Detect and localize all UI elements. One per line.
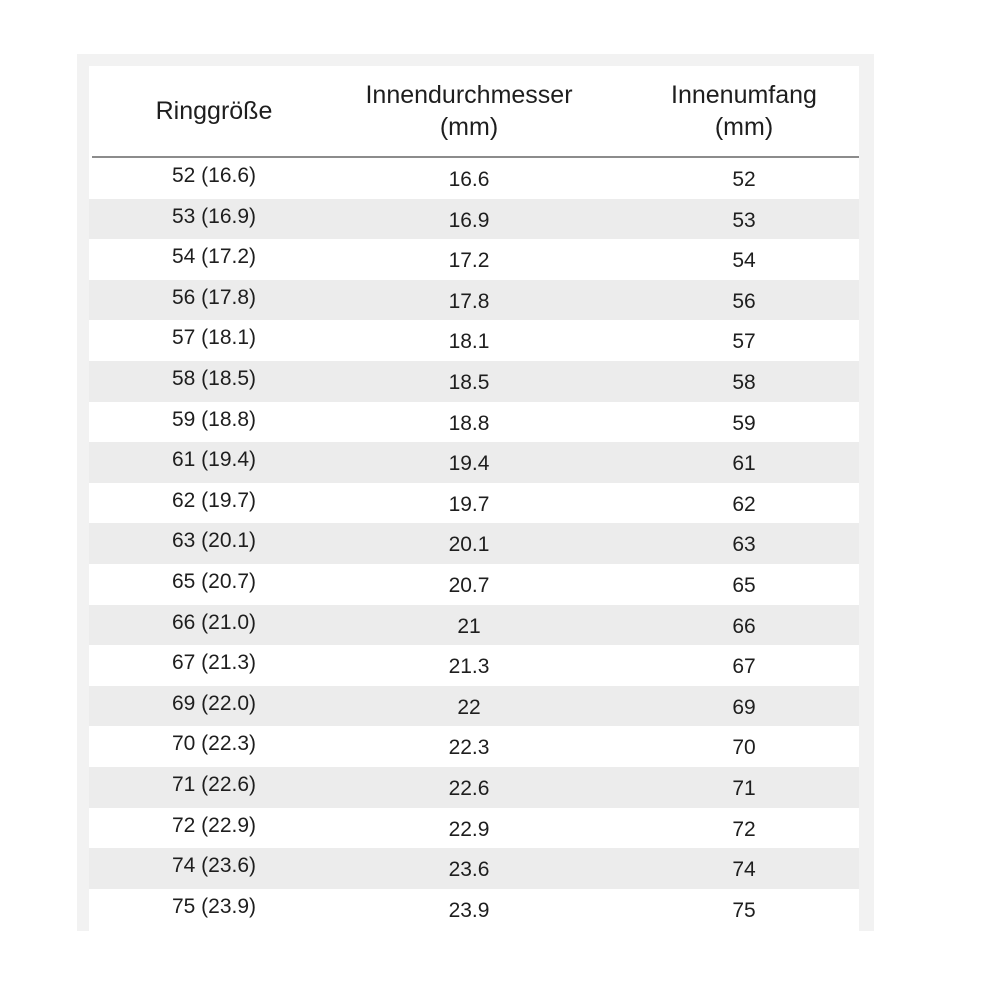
cell-ring-size: 72 (22.9) — [171, 813, 257, 837]
cell-inner-diameter: 16.6 — [448, 168, 490, 191]
table-row — [89, 889, 859, 930]
table-row — [89, 686, 859, 727]
header-ring-size — [129, 66, 299, 156]
cell-inner-diameter: 18.8 — [448, 411, 490, 435]
table-row — [89, 442, 859, 483]
cell-inner-circumference: 69 — [732, 695, 756, 719]
cell-inner-circumference: 56 — [732, 289, 756, 313]
cell-inner-diameter: 22.9 — [448, 817, 490, 841]
table-row — [89, 280, 859, 321]
cell-inner-circumference: 57 — [732, 330, 756, 354]
cell-inner-diameter: 22.6 — [448, 776, 490, 800]
cell-inner-circumference: 75 — [732, 898, 756, 922]
table-row — [89, 239, 859, 280]
cell-inner-diameter: 22.3 — [448, 736, 490, 760]
cell-inner-diameter: 23.9 — [448, 898, 490, 922]
cell-inner-diameter: 17.8 — [448, 289, 490, 313]
cell-inner-diameter: 23.6 — [448, 858, 490, 882]
table-row — [89, 767, 859, 808]
header-inner-diameter — [339, 66, 599, 156]
cell-ring-size: 53 (16.9) — [171, 204, 257, 228]
table-header — [89, 66, 859, 156]
cell-inner-circumference: 65 — [732, 573, 756, 597]
cell-inner-diameter: 19.7 — [448, 492, 490, 516]
cell-inner-diameter: 20.1 — [448, 533, 490, 557]
table-row — [89, 605, 859, 646]
cell-ring-size: 75 (23.9) — [171, 894, 257, 918]
cell-inner-circumference: 63 — [732, 533, 756, 557]
cell-ring-size: 71 (22.6) — [171, 772, 257, 796]
cell-inner-circumference: 52 — [732, 168, 756, 191]
header-ring-size-label: Ringgröße — [155, 97, 273, 125]
table-row — [89, 645, 859, 686]
cell-inner-circumference: 70 — [732, 736, 756, 760]
table-row — [89, 523, 859, 564]
cell-ring-size: 57 (18.1) — [171, 326, 257, 350]
table-body — [89, 158, 859, 929]
table-row — [89, 483, 859, 524]
cell-inner-circumference: 71 — [732, 776, 756, 800]
cell-inner-diameter: 22 — [457, 695, 481, 719]
cell-ring-size: 63 (20.1) — [171, 529, 257, 553]
header-inner-circumference-label: Innenumfang — [671, 81, 817, 109]
cell-ring-size: 61 (19.4) — [171, 448, 257, 472]
cell-inner-circumference: 72 — [732, 817, 756, 841]
cell-ring-size: 67 (21.3) — [171, 651, 257, 675]
cell-inner-circumference: 61 — [732, 452, 756, 476]
table-row — [89, 199, 859, 240]
cell-inner-diameter: 17.2 — [448, 249, 490, 273]
cell-ring-size: 70 (22.3) — [171, 732, 257, 756]
cell-inner-circumference: 58 — [732, 370, 756, 394]
size-table — [89, 66, 859, 931]
cell-ring-size: 66 (21.0) — [171, 610, 257, 634]
header-inner-circumference-unit: (mm) — [714, 113, 774, 141]
size-chart-panel — [77, 54, 874, 931]
table-row — [89, 848, 859, 889]
cell-inner-diameter: 21 — [457, 614, 481, 638]
cell-ring-size: 59 (18.8) — [171, 407, 257, 431]
cell-inner-circumference: 67 — [732, 655, 756, 679]
cell-inner-circumference: 74 — [732, 858, 756, 882]
header-inner-circumference — [629, 66, 859, 156]
cell-ring-size: 52 (16.6) — [171, 164, 257, 187]
cell-inner-diameter: 19.4 — [448, 452, 490, 476]
cell-inner-diameter: 16.9 — [448, 208, 490, 232]
table-row — [89, 726, 859, 767]
cell-inner-circumference: 66 — [732, 614, 756, 638]
header-inner-diameter-unit: (mm) — [439, 113, 499, 141]
cell-inner-diameter: 18.5 — [448, 370, 490, 394]
cell-ring-size: 56 (17.8) — [171, 285, 257, 309]
table-row — [89, 402, 859, 443]
cell-inner-circumference: 62 — [732, 492, 756, 516]
cell-ring-size: 62 (19.7) — [171, 488, 257, 512]
cell-ring-size: 58 (18.5) — [171, 366, 257, 390]
header-inner-diameter-label: Innendurchmesser — [365, 81, 573, 109]
cell-ring-size: 65 (20.7) — [171, 569, 257, 593]
cell-inner-diameter: 21.3 — [448, 655, 490, 679]
table-row — [89, 320, 859, 361]
table-row — [89, 564, 859, 605]
cell-inner-circumference: 53 — [732, 208, 756, 232]
cell-inner-circumference: 59 — [732, 411, 756, 435]
table-row — [89, 158, 859, 199]
cell-ring-size: 54 (17.2) — [171, 245, 257, 269]
cell-ring-size: 74 (23.6) — [171, 854, 257, 878]
cell-inner-diameter: 18.1 — [448, 330, 490, 354]
cell-ring-size: 69 (22.0) — [171, 691, 257, 715]
cell-inner-circumference: 54 — [732, 249, 756, 273]
table-row — [89, 361, 859, 402]
table-row — [89, 808, 859, 849]
cell-inner-diameter: 20.7 — [448, 573, 490, 597]
